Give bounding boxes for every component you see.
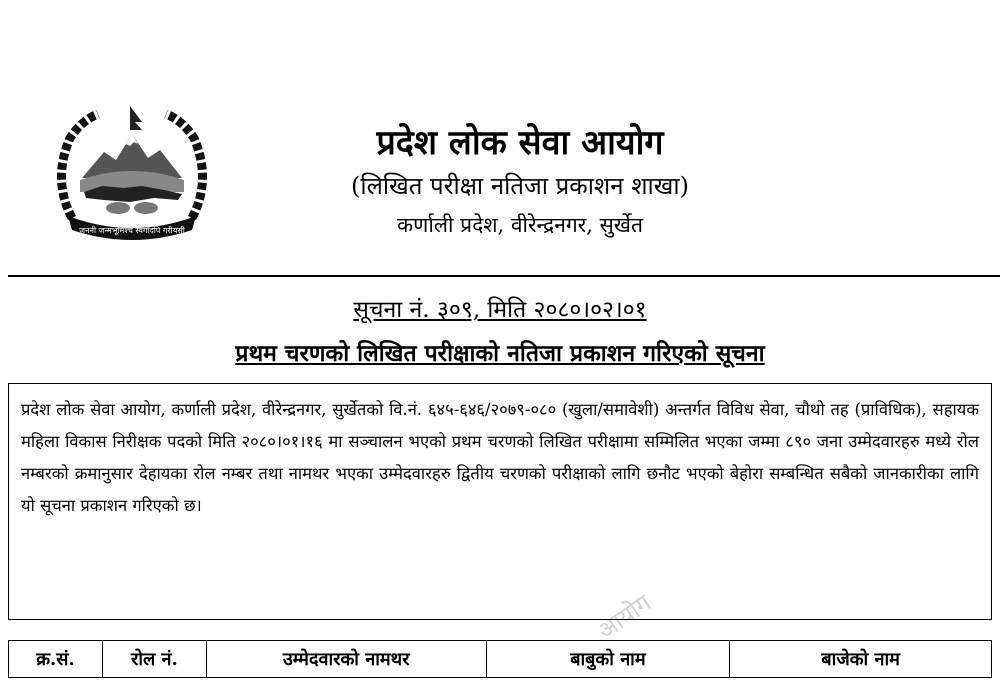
column-header-grandfather-name: बाजेको नाम <box>730 641 992 678</box>
table-header-row <box>9 641 992 678</box>
emblem-icon <box>42 100 222 250</box>
organization-name: प्रदेश लोक सेवा आयोग <box>376 123 664 163</box>
notice-title: प्रथम चरणको लिखित परीक्षाको नतिजा प्रकाशन गरिएको सूचना <box>235 340 765 367</box>
column-header-serial: क्र.सं. <box>9 641 103 678</box>
watermark: आयोग <box>592 588 657 646</box>
column-header-candidate-name: उम्मेदवारको नामथर <box>206 641 486 678</box>
government-emblem <box>42 100 222 250</box>
location: कर्णाली प्रदेश, वीरेन्द्रनगर, सुर्खेत <box>397 213 643 237</box>
header-divider <box>8 275 1000 277</box>
notice-number: सूचना नं. ३०९, मिति २०८०।०२।०१ <box>353 297 647 323</box>
branch-name: (लिखित परीक्षा नतिजा प्रकाशन शाखा) <box>351 172 689 200</box>
results-table <box>8 640 992 678</box>
notice-body: प्रदेश लोक सेवा आयोग, कर्णाली प्रदेश, वीरेन्द्रनगर, सुर्खेतको वि.नं. ६४५-६४६/२०७९-०८० (खुला/समावेशी) अन्तर्गत विविध सेवा, चौथो तह (प्राविधिक), सहायक महिला विकास निरीक्षक पदको मिति २०८०।०१।१६ मा सञ्चालन भएको प्रथम चरणको लिखित परीक्षामा सम्मिलित भएका जम्मा ८९० जना उम्मेदवारहरु मध्ये रोल नम्बरको क्रमानुसार देहायका रोल नम्बर तथा नामथर भएका उम्मेदवारहरु द्वितीय चरणको परीक्षाको लागि छनौट भएको बेहोरा सम्बन्धित सबैको जानकारीका लागि यो सूचना प्रकाशन गरिएको छ। <box>8 383 992 620</box>
emblem-motto: जननी जन्मभूमिश्च स्वर्गादपि गरीयसी <box>79 226 185 235</box>
column-header-roll: रोल नं. <box>102 641 206 678</box>
header <box>240 120 800 244</box>
column-header-father-name: बाबुको नाम <box>486 641 730 678</box>
